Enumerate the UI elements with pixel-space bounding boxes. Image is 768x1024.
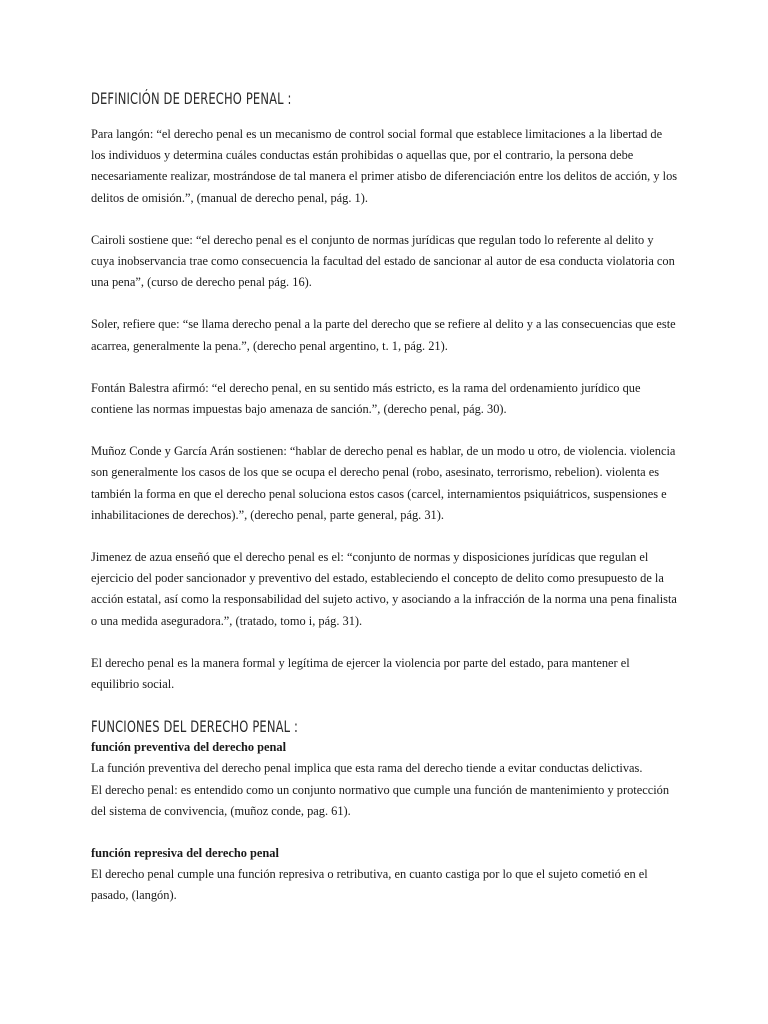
function-text-represiva-1: El derecho penal cumple una función represiva o retributiva, en cuanto castiga por lo que el sujeto cometió en el pasado, (langón).	[91, 867, 648, 903]
paragraph-fontan-balestra: Fontán Balestra afirmó: “el derecho penal, en su sentido más estricto, es la rama del ordenamiento jurídico que contiene las normas impuestas bajo amenaza de sanción.”, (derecho penal, pág. 30).	[91, 380, 641, 417]
document-page	[91, 88, 679, 907]
paragraph-langon: Para langón: “el derecho penal es un mecanismo de control social formal que establece limitaciones a la libertad de los individuos y determina cuáles conductas están prohibidas o aquellas que, por el contrario, la persona debe necesariamente realizar, mostrándose de tal manera el primer atisbo de diferenciación entre los delitos de acción, y los delitos de omisión.”, (manual de derecho penal, pág. 1).	[91, 127, 678, 205]
paragraph-conclusion: El derecho penal es la manera formal y legítima de ejercer la violencia por parte del estado, para mantener el equilibrio social.	[91, 655, 630, 692]
function-text-preventiva-2: El derecho penal: es entendido como un conjunto normativo que cumple una función de mantenimiento y protección del sistema de convivencia, (muñoz conde, pag. 61).	[91, 782, 670, 818]
paragraph-jimenez-de-azua: Jimenez de azua enseñó que el derecho penal es el: “conjunto de normas y disposiciones jurídicas que regulan el ejercicio del poder sancionador y preventivo del estado, estableciendo el concepto de delito como presupuesto de la acción estatal, así como la responsabilidad del sujeto activo, y asociando a la infracción de la norma una pena finalista o una medida aseguradora.”, (tratado, tomo i, pág. 31).	[91, 550, 677, 628]
function-title-represiva: función represiva del derecho penal	[91, 846, 279, 861]
section-heading-definicion: DEFINICIÓN DE DERECHO PENAL :	[91, 89, 292, 108]
function-title-preventiva: función preventiva del derecho penal	[91, 740, 287, 755]
paragraph-munoz-conde: Muñoz Conde y García Arán sostienen: “hablar de derecho penal es hablar, de un modo u otro, de violencia. violencia son generalmente los casos de los que se ocupa el derecho penal (robo, asesinato, terrorismo, rebelion). violenta es también la forma en que el derecho penal soluciona estos casos (carcel, internamientos psiquiátricos, suspensiones e inhabilitaciones de derechos).”, (derecho penal, parte general, pág. 31).	[91, 444, 676, 522]
paragraph-cairoli: Cairoli sostiene que: “el derecho penal es el conjunto de normas jurídicas que regulan todo lo referente al delito y cuya inobservancia trae como consecuencia la facultad del estado de sancionar al autor de esa conducta violatoria con una pena”, (curso de derecho penal pág. 16).	[91, 232, 675, 290]
paragraph-soler: Soler, refiere que: “se llama derecho penal a la parte del derecho que se refiere al delito y a las consecuencias que este acarrea, generalmente la pena.”, (derecho penal argentino, t. 1, pág. 21).	[91, 317, 676, 353]
section-heading-funciones: FUNCIONES DEL DERECHO PENAL :	[91, 717, 299, 737]
function-text-preventiva-1: La función preventiva del derecho penal implica que esta rama del derecho tiende a evitar conductas delictivas.	[91, 761, 643, 776]
